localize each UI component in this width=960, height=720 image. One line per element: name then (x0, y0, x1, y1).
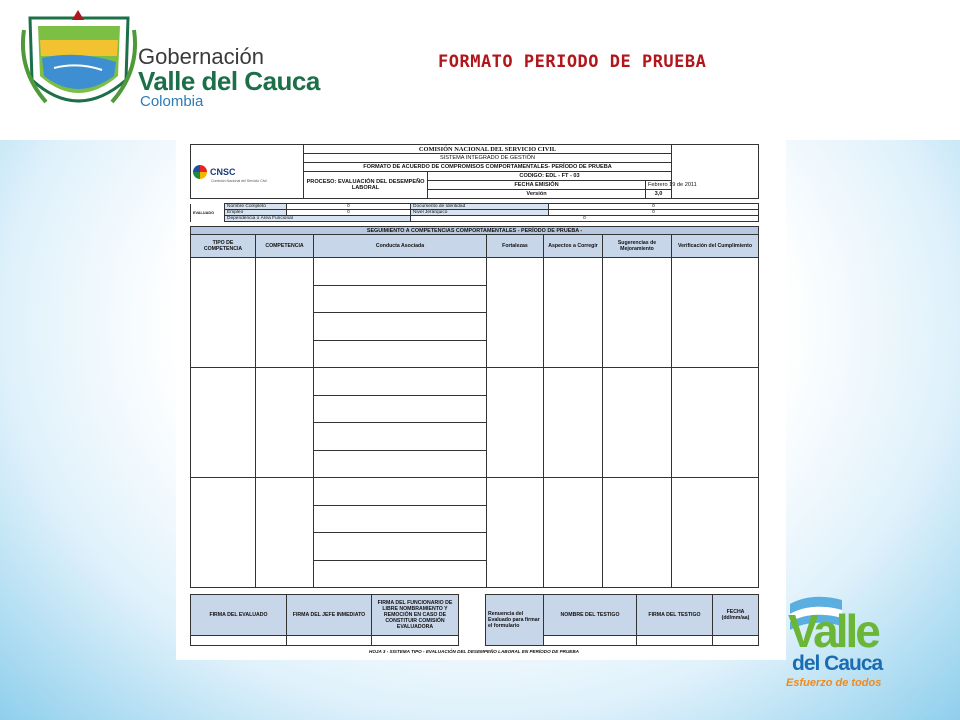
code-label: CODIGO: EDL - FT - 03 (428, 172, 672, 181)
cnsc-logo (191, 145, 304, 199)
brand-logo-line1: Valle (788, 605, 878, 657)
col-competencia: COMPETENCIA (256, 235, 314, 258)
format-title: FORMATO DE ACUERDO DE COMPROMISOS COMPORTAMENTALES- PERÍODO DE PRUEBA (304, 163, 672, 172)
sig-fecha: FECHA (dd/mm/aa) (713, 595, 759, 636)
nombre-value: 0 (287, 204, 411, 210)
empleo-value: 0 (287, 210, 411, 216)
sig-spacer (459, 595, 486, 646)
competencia-block (191, 478, 759, 588)
nombre-label: Nombre Completo (225, 204, 287, 210)
documento-label: Documento de Identidad (411, 204, 549, 210)
documento-value: 0 (549, 204, 759, 210)
sig-jefe: FIRMA DEL JEFE INMEDIATO (287, 595, 372, 636)
col-verificacion: Verificación del Cumplimiento (672, 235, 759, 258)
sig-funcionario: FIRMA DEL FUNCIONARIO DE LIBRE NOMBRAMIENTO Y REMOCIÓN EN CASO DE CONSTITUIR COMISIÓN EVALUADORA (372, 595, 459, 636)
brand-logo-line3: Esfuerzo de todos (786, 677, 882, 689)
brand-logo-line2: del Cauca (792, 652, 883, 675)
nivel-label: Nivel Jerárquico (411, 210, 549, 216)
form-footer: HOJA 3 - SISTEMA TIPO - EVALUACIÓN DEL DESEMPEÑO LABORAL EN PERÍODO DE PRUEBA (369, 649, 579, 654)
process-name: PROCESO: EVALUACIÓN DEL DESEMPEÑO LABORAL (304, 172, 428, 199)
header-right-blank (672, 145, 759, 199)
sig-renuencia: Renuencia del Evaluado para firmar el formulario (486, 595, 544, 646)
commission-name: COMISIÓN NACIONAL DEL SERVICIO CIVIL (304, 145, 672, 154)
evaluado-info (190, 203, 759, 222)
form-header (190, 144, 759, 199)
gov-logo-line1: Gobernación (138, 44, 264, 69)
nivel-value: 0 (549, 210, 759, 216)
col-fortalezas: Fortalezas (487, 235, 544, 258)
system-name: SISTEMA INTEGRADO DE GESTIÓN (304, 154, 672, 163)
cnsc-emblem-icon (193, 165, 207, 179)
version-label: Versión (428, 190, 646, 199)
evaluation-form (190, 144, 758, 654)
col-tipo-competencia: TIPO DE COMPETENCIA (191, 235, 256, 258)
gov-logo-line3: Colombia (140, 93, 204, 110)
version-value: 3,0 (646, 190, 672, 199)
cnsc-logo-text: CNSC (210, 166, 236, 177)
col-conducta-asociada: Conducta Asociada (314, 235, 487, 258)
cnsc-logo-subtitle: Comisión Nacional del Servicio Civil (211, 178, 267, 183)
empleo-label: Empleo (225, 210, 287, 216)
gov-logo-line2: Valle del Cauca (138, 66, 320, 96)
competencias-table (190, 226, 759, 588)
signatures-table (190, 594, 759, 646)
issue-date-label: FECHA EMISIÓN (428, 181, 646, 190)
section-title: SEGUIMIENTO A COMPETENCIAS COMPORTAMENTALES - PERÍODO DE PRUEBA - (191, 227, 759, 235)
slide-title: FORMATO PERIODO DE PRUEBA (438, 52, 707, 72)
col-aspectos-corregir: Aspectos a Corregir (544, 235, 603, 258)
competencia-block (191, 368, 759, 478)
col-sugerencias: Sugerencias de Mejoramiento (603, 235, 672, 258)
issue-date-value: Febrero 19 de 2011 (646, 181, 672, 190)
evaluado-label: EVALUADO (191, 204, 225, 222)
sig-evaluado: FIRMA DEL EVALUADO (191, 595, 287, 636)
dependencia-value: 0 (411, 216, 759, 222)
competencia-block (191, 258, 759, 368)
sig-nombre-testigo: NOMBRE DEL TESTIGO (544, 595, 637, 636)
dependencia-label: Dependencia o Área Funcional (225, 216, 411, 222)
sig-firma-testigo: FIRMA DEL TESTIGO (637, 595, 713, 636)
